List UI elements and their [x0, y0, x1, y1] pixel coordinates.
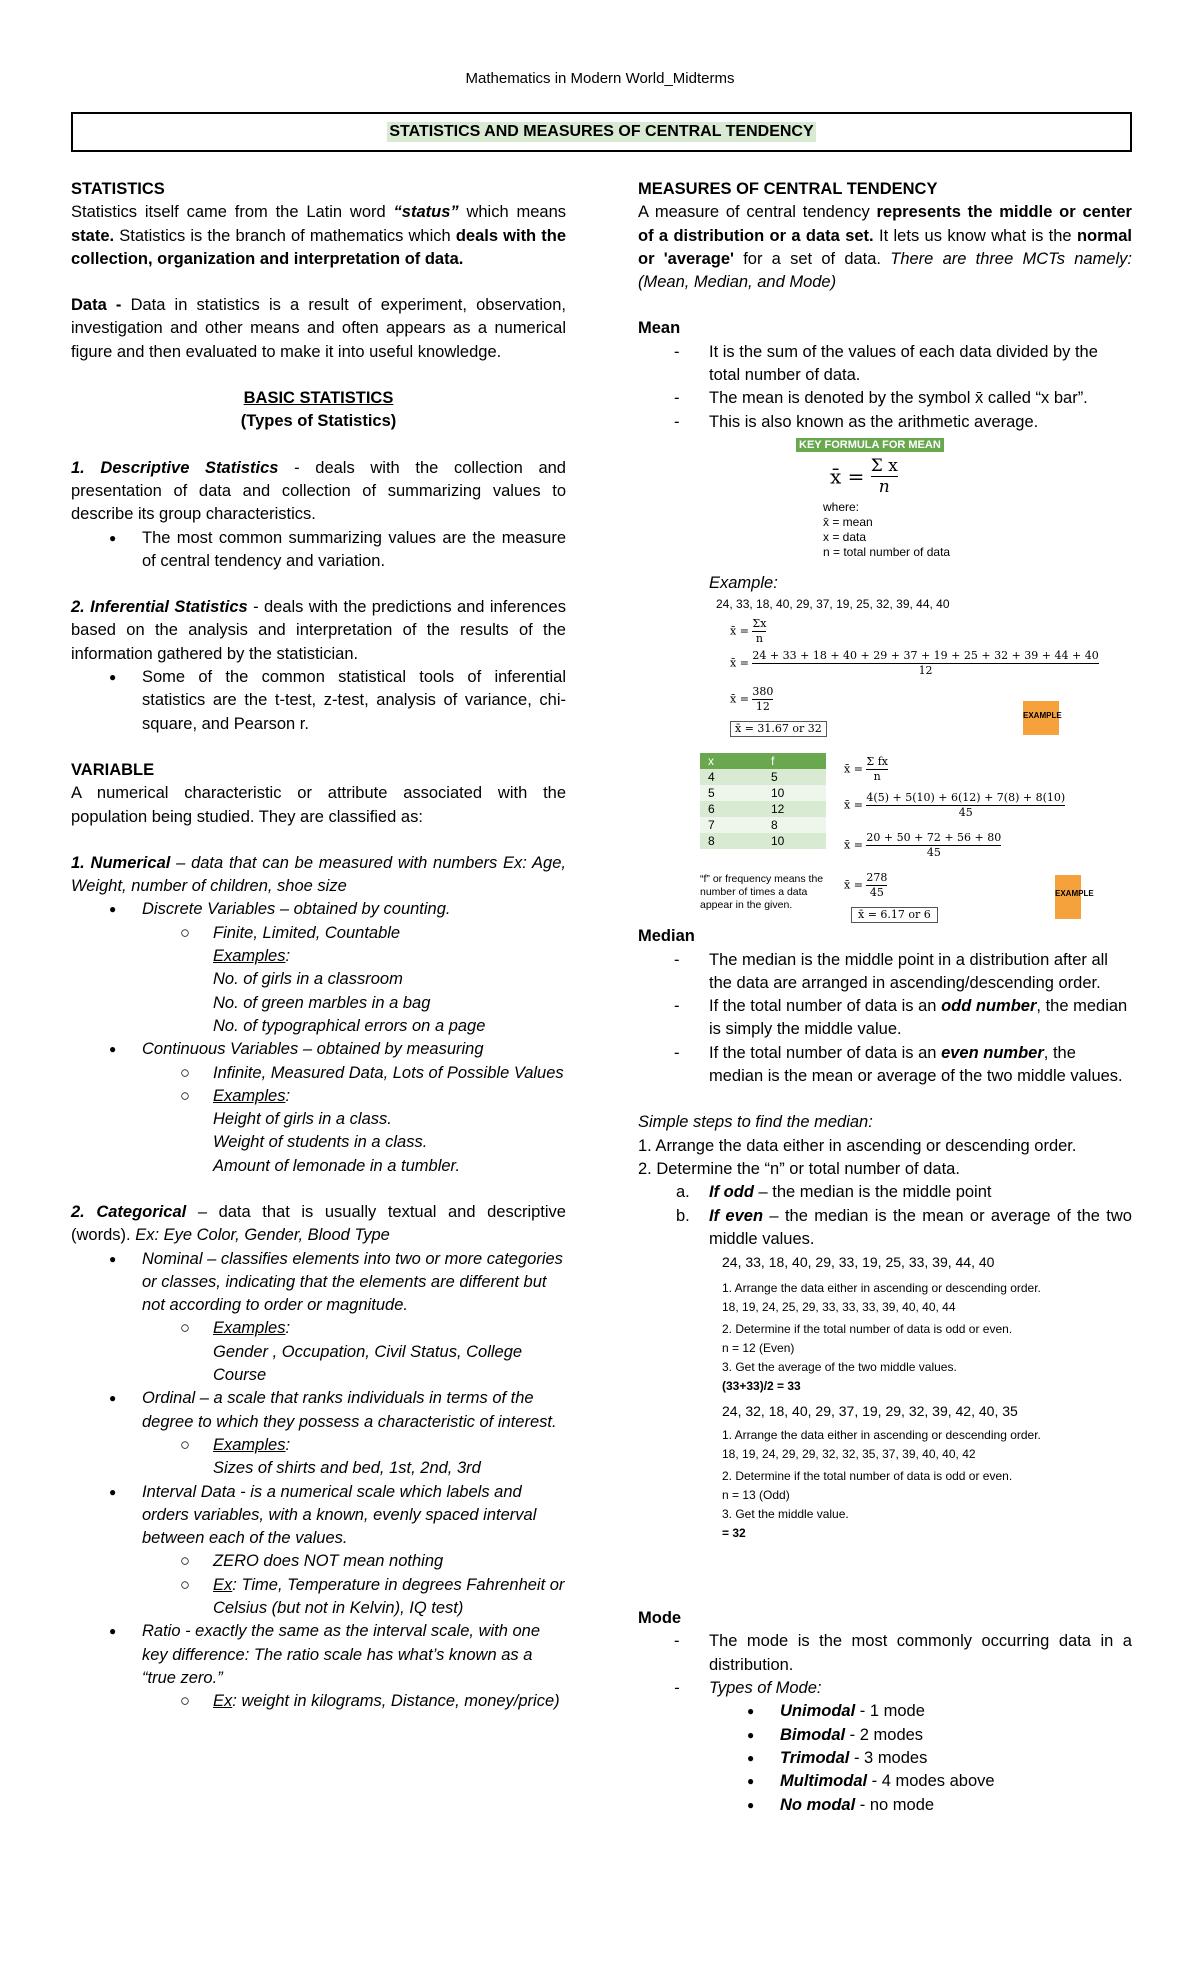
variable-heading: VARIABLE: [71, 760, 155, 779]
median-ex1-step3: 3. Get the average of the two middle values.: [722, 1360, 957, 1375]
mct-paragraph: A measure of central tendency represents the middle or center of a distribution or a data set. It lets us know what is the normal or 'average' for a set of data. There are three MCTs namely: (Mean, Median, and Mode): [638, 203, 1132, 292]
list-item: - It is the sum of the values of each data divided by the total number of data.: [638, 341, 1132, 388]
median-ex2-step3: 3. Get the middle value.: [722, 1507, 849, 1522]
freq-result: x̄ = 6.17 or 6: [851, 907, 938, 923]
mct-heading: MEASURES OF CENTRAL TENDENCY: [638, 180, 938, 198]
median-ex2-n: n = 13 (Odd): [722, 1488, 790, 1503]
list-item: ○ Examples: Height of girls in a class. Weight of students in a class. Amount of lemonade in a tumbler.: [71, 1085, 566, 1178]
descriptive-statistics: 1. Descriptive Statistics - deals with the collection and presentation of data and collection of summarizing values to describe its group characteristics.: [71, 458, 566, 524]
list-item: ● Bimodal - 2 modes: [638, 1724, 1132, 1747]
mean-step-sum: x̄ = $\frac{24 + 33 + 18 + 40 + 29 + 37 + 19 + 25 + 32 + 39 + 44 + 40}{12}$: [730, 649, 1099, 678]
list-item: ○ Ex: Time, Temperature in degrees Fahrenheit or Celsius (but not in Kelvin), IQ test): [71, 1574, 566, 1621]
median-steps-title: Simple steps to find the median:: [638, 1113, 873, 1132]
frequency-table: x f 4 5 5 10 6 12 7 8 8 10: [700, 753, 826, 849]
example-data: 24, 33, 18, 40, 29, 37, 19, 25, 32, 39, 44, 40: [716, 597, 950, 612]
mean-step-380: x̄ = $\frac{380}{12}$: [730, 685, 774, 714]
list-item: ● Ordinal – a scale that ranks individuals in terms of the degree to which they possess a characteristic of interest. ○ Examples: Sizes of shirts and bed, 1st, 2nd, 3rd: [71, 1387, 566, 1480]
median-ex1-calc: (33+33)/2 = 33: [722, 1379, 801, 1394]
median-example-figure: [638, 1251, 1132, 1607]
list-item: ○ Examples: Gender , Occupation, Civil Status, College Course: [71, 1317, 566, 1387]
formula-legend: where: x̄ = mean x = data n = total number of data: [823, 499, 951, 559]
mean-formula: x̄ = $\frac{\text{Σ x}}{n}$: [830, 455, 898, 497]
median-heading: Median: [638, 927, 695, 946]
freq-step3: x̄ = $\frac{278}{45}$: [844, 871, 888, 900]
median-ex2-step1: 1. Arrange the data either in ascending or descending order.: [722, 1428, 1041, 1443]
mean-heading: Mean: [638, 319, 681, 338]
table-row: 5 10: [700, 785, 826, 801]
list-item: - This is also known as the arithmetic average.: [638, 411, 1132, 434]
mean-formula-figure: [638, 434, 1132, 572]
title-box: [71, 112, 1132, 152]
example-badge: EXAMPLE: [1023, 701, 1059, 735]
median-ex1-n: n = 12 (Even): [722, 1341, 795, 1356]
list-item: - The mode is the most commonly occurring data in a distribution.: [638, 1630, 1132, 1677]
table-row: 6 12: [700, 801, 826, 817]
inferential-statistics: 2. Inferential Statistics - deals with the predictions and inferences based on the analysis and interpretation of the results of the information gathered by the statistician.: [71, 598, 566, 663]
median-ex1-sorted: 18, 19, 24, 25, 29, 33, 33, 33, 39, 40, 40, 44: [722, 1300, 956, 1315]
median-ex1-step2: 2. Determine if the total number of data is odd or even.: [722, 1322, 1013, 1337]
list-item: - Types of Mode:: [638, 1677, 1132, 1700]
median-ex2-data: 24, 32, 18, 40, 29, 37, 19, 29, 32, 39, 42, 40, 35: [722, 1403, 1018, 1420]
data-paragraph: Data - Data in statistics is a result of experiment, observation, investigation and other means and often appears as a numerical figure and then evaluated to make it into useful knowledge.: [71, 296, 566, 361]
mean-step-formula: x̄ = $\frac{\Sigma x}{n}$: [730, 617, 767, 646]
key-formula-label: KEY FORMULA FOR MEAN: [796, 438, 944, 452]
list-item: - The mean is denoted by the symbol x̄ called “x bar”.: [638, 387, 1132, 410]
freq-step1: x̄ = $\frac{4(5) + 5(10) + 6(12) + 7(8) + 8(10)}{45}$: [844, 791, 1066, 820]
list-item: - The median is the middle point in a distribution after all the data are arranged in ascending/descending order.: [638, 949, 1132, 996]
mode-heading: Mode: [638, 1609, 682, 1628]
statistics-paragraph: Statistics itself came from the Latin word “status” which means state. Statistics is the branch of mathematics which deals with the collection, organization and interpretation of data.: [71, 203, 567, 268]
variable-paragraph: A numerical characteristic or attribute associated with the population being studied. They are classified as:: [71, 784, 566, 826]
list-item: ○ Ex: weight in kilograms, Distance, money/price): [71, 1690, 566, 1713]
page-header: Mathematics in Modern World_Midterms: [465, 70, 735, 87]
frequency-note: “f” or frequency means the number of times a data appear in the given.: [700, 873, 824, 912]
right-column: [638, 178, 1132, 1817]
list-item: ● Nominal – classifies elements into two or more categories or classes, indicating that the elements are different but not according to order or magnitude. ○ Examples: Gender , Occupation, Civil Status, College Course: [71, 1248, 566, 1388]
list-item: ● The most common summarizing values are the measure of central tendency and variation.: [71, 527, 566, 574]
list-item: ○ ZERO does NOT mean nothing: [71, 1550, 566, 1573]
median-ex1-data: 24, 33, 18, 40, 29, 33, 19, 25, 33, 39, 44, 40: [722, 1254, 995, 1271]
median-step-1: 1. Arrange the data either in ascending or descending order.: [638, 1136, 1077, 1155]
list-item: - If the total number of data is an odd number, the median is simply the middle value.: [638, 995, 1132, 1042]
basic-statistics-title: BASIC STATISTICS: [243, 389, 394, 408]
table-row: 7 8: [700, 817, 826, 833]
list-item: - If the total number of data is an even number, the median is the mean or average of the two middle values.: [638, 1042, 1132, 1089]
basic-statistics-subtitle: (Types of Statistics): [240, 412, 397, 431]
list-item: ● Unimodal - 1 mode: [638, 1700, 1132, 1723]
mean-example-figure: [638, 595, 1132, 925]
median-ex1-step1: 1. Arrange the data either in ascending or descending order.: [722, 1281, 1041, 1296]
list-item: ● Interval Data - is a numerical scale which labels and orders variables, with a known, evenly spaced interval between each of the values. ○ ZERO does NOT mean nothing ○ Ex: Time, Temperature in degrees Fahrenheit or Celsius (but not in Kelvin), IQ test): [71, 1481, 566, 1621]
median-step-2: 2. Determine the “n” or total number of data.: [638, 1159, 960, 1178]
list-item: ● Some of the common statistical tools of inferential statistics are the t-test, z-test, analysis of variance, chi-square, and Pearson r.: [71, 666, 566, 736]
list-item: ● Multimodal - 4 modes above: [638, 1770, 1132, 1793]
table-row: 4 5: [700, 769, 826, 785]
list-item: ● Discrete Variables – obtained by counting. ○ Finite, Limited, Countable Examples: No. of girls in a classroom No. of green marbles in a bag No. of typographical errors on a page: [71, 898, 566, 1038]
list-item: b. If even – the median is the mean or average of the two middle values.: [676, 1206, 1132, 1248]
left-column: [71, 178, 566, 1714]
numerical-definition: 1. Numerical – data that can be measured with numbers Ex: Age, Weight, number of children, shoe size: [71, 853, 566, 896]
example-label: Example:: [709, 573, 778, 592]
list-item: a. If odd – the median is the middle point: [676, 1183, 992, 1202]
median-ex2-sorted: 18, 19, 24, 29, 29, 32, 32, 35, 37, 39, 40, 40, 42: [722, 1447, 976, 1462]
mean-result: x̄ = 31.67 or 32: [730, 721, 827, 737]
list-item: ○ Finite, Limited, Countable Examples: No. of girls in a classroom No. of green marbles in a bag No. of typographical errors on a page: [71, 922, 566, 1038]
example-badge: EXAMPLE: [1055, 875, 1081, 919]
median-ex2-step2: 2. Determine if the total number of data is odd or even.: [722, 1469, 1013, 1484]
median-ex2-calc: = 32: [722, 1526, 746, 1541]
statistics-heading: STATISTICS: [71, 180, 165, 198]
page-title: STATISTICS AND MEASURES OF CENTRAL TENDENCY: [389, 123, 814, 140]
categorical-definition: 2. Categorical – data that is usually textual and descriptive (words). Ex: Eye Color, Gender, Blood Type: [71, 1202, 566, 1245]
list-item: ○ Examples: Sizes of shirts and bed, 1st, 2nd, 3rd: [71, 1434, 566, 1481]
freq-formula: x̄ = $\frac{\text{Σ fx}}{n}$: [844, 755, 888, 784]
list-item: ● Continuous Variables – obtained by measuring ○ Infinite, Measured Data, Lots of Possible Values ○ Examples: Height of girls in a class. Weight of students in a class. Amount of lemonade in a tumbler.: [71, 1038, 566, 1178]
list-item: ● Trimodal - 3 modes: [638, 1747, 1132, 1770]
freq-step2: x̄ = $\frac{20 + 50 + 72 + 56 + 80}{45}$: [844, 831, 1002, 860]
table-row: 8 10: [700, 833, 826, 849]
list-item: ● Ratio - exactly the same as the interval scale, with one key difference: The ratio scale has what’s known as a “true zero.” ○ Ex: weight in kilograms, Distance, money/price): [71, 1620, 566, 1713]
list-item: ○ Infinite, Measured Data, Lots of Possible Values: [71, 1062, 566, 1085]
list-item: ● No modal - no mode: [638, 1794, 1132, 1817]
